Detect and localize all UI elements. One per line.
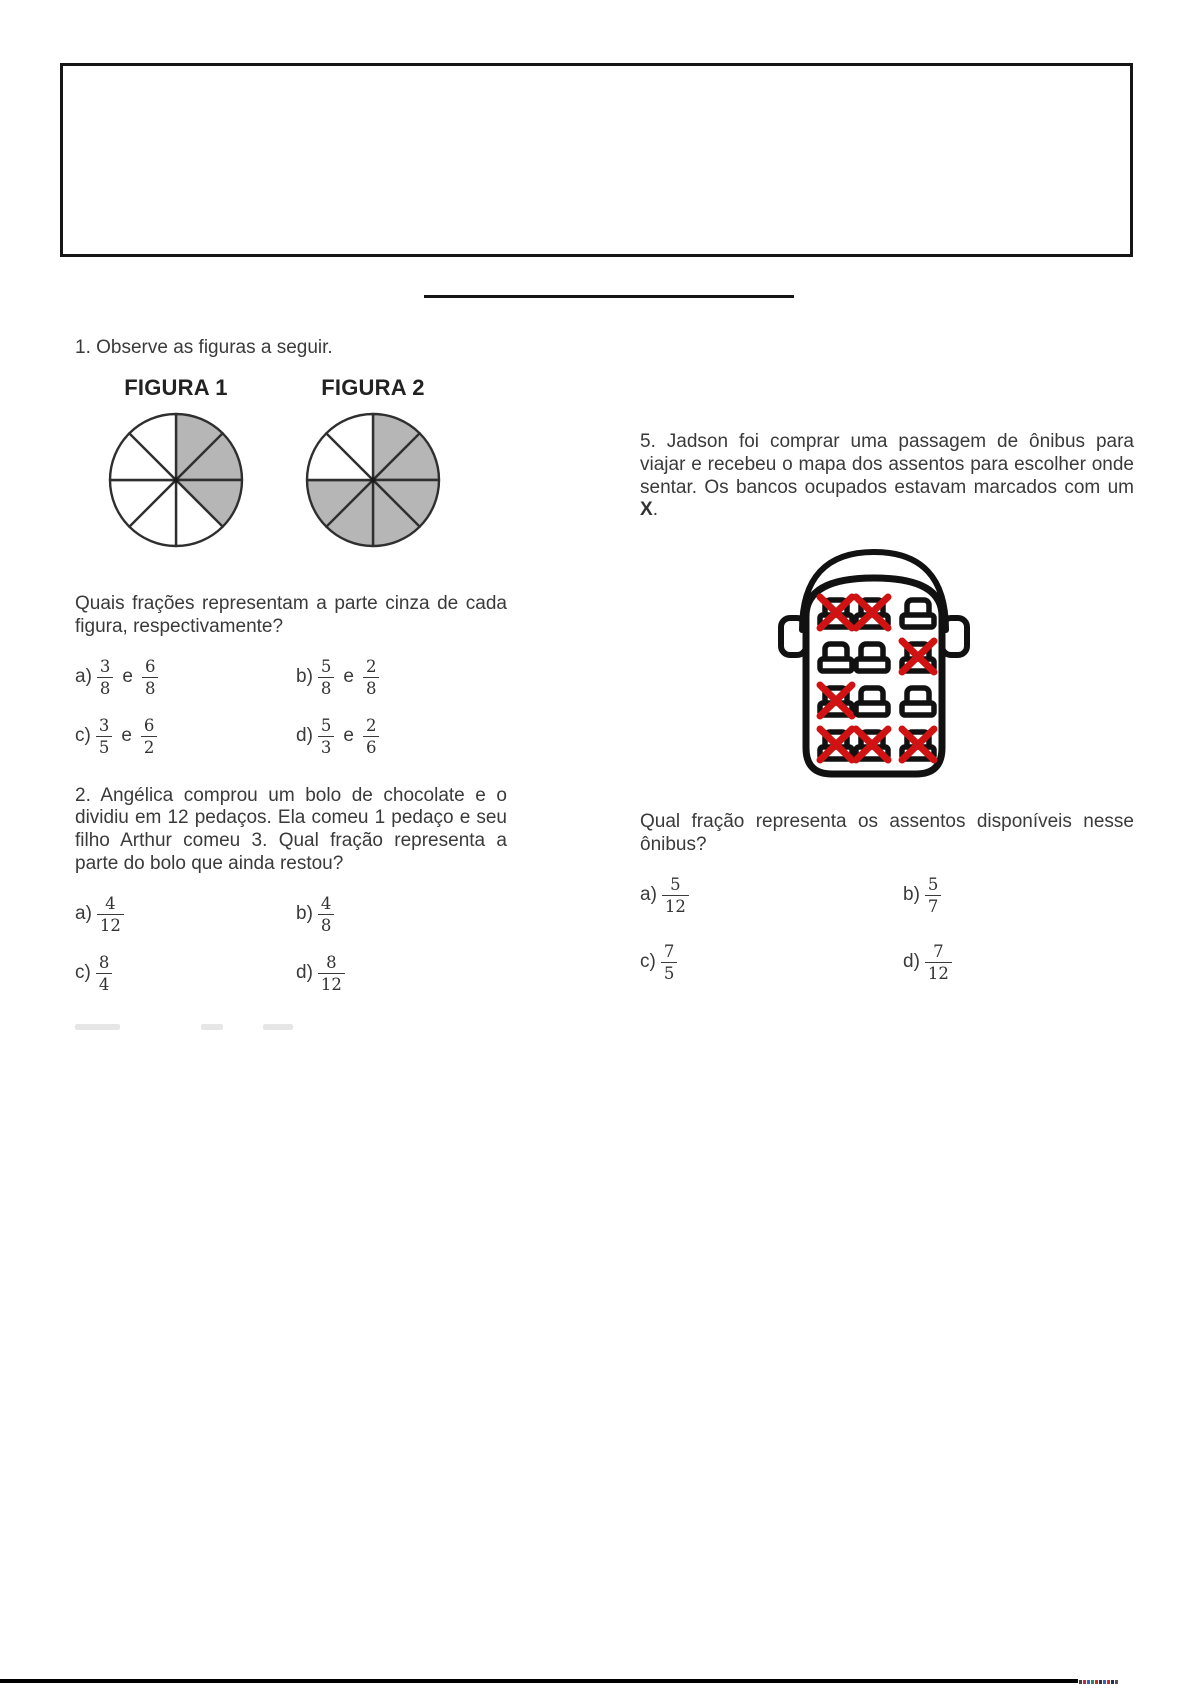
fraction-numerator: 5 (925, 875, 942, 896)
fraction-denominator: 12 (927, 963, 949, 983)
option-label: a) (75, 666, 92, 688)
answer-option (75, 716, 296, 757)
fraction-connector: e (121, 725, 132, 747)
question-1-intro: 1. Observe as figuras a seguir. (75, 337, 333, 358)
watermark-speck (1099, 1680, 1102, 1684)
option-label: b) (296, 666, 313, 688)
figure-2 (303, 375, 443, 549)
faded-print-artifact (75, 1024, 120, 1030)
option-label: d) (296, 962, 313, 984)
question-5-options (640, 875, 1134, 983)
option-label: b) (903, 884, 920, 906)
fraction-denominator: 5 (663, 963, 675, 983)
header-box (60, 63, 1133, 257)
question-2-options (75, 894, 507, 994)
option-label: c) (75, 725, 91, 747)
option-label: b) (296, 903, 313, 925)
fraction-numerator: 3 (96, 716, 113, 737)
seat-occupied (820, 685, 852, 716)
pie-center-dot (370, 477, 375, 482)
seat-available (856, 688, 888, 715)
fraction-numerator: 7 (661, 942, 678, 963)
faded-print-artifacts (75, 1024, 507, 1032)
option-label: c) (640, 951, 656, 973)
fraction-numerator: 4 (318, 894, 335, 915)
fraction-denominator: 8 (365, 678, 377, 698)
answer-option (75, 894, 296, 935)
fraction-numerator: 5 (662, 875, 689, 896)
watermark-speck (1079, 1680, 1082, 1684)
fraction-denominator: 3 (320, 737, 332, 757)
seat-occupied (856, 597, 888, 628)
faded-print-artifact (263, 1024, 293, 1030)
seat-base (820, 659, 852, 671)
pie-chart (304, 411, 442, 549)
fraction-denominator: 12 (664, 896, 686, 916)
fraction (97, 894, 124, 935)
question-1-text: Quais frações representam a parte cinza de cada figura, respectivamente? (75, 593, 507, 637)
pie-chart (107, 411, 245, 549)
title-blank-line (424, 295, 794, 298)
question-5-text-end: . (652, 499, 658, 521)
fraction (661, 942, 678, 983)
option-label: a) (640, 884, 657, 906)
seat-base (856, 659, 888, 671)
watermark-speck (1103, 1680, 1106, 1684)
question-5-text (640, 431, 1134, 522)
seat-occupied (902, 641, 934, 672)
fraction (318, 716, 335, 757)
fraction-numerator: 6 (142, 657, 159, 678)
fraction (96, 716, 113, 757)
seat-base (902, 703, 934, 715)
fraction-numerator: 6 (141, 716, 158, 737)
question-2-text: 2. Angélica comprou um bolo de chocolate e o dividiu em 12 pedaços. Ela comeu 1 pedaço e seu filho Arthur comeu 3. Qual fração representa a parte do bolo que ainda restou? (75, 784, 507, 874)
fraction-numerator: 8 (96, 953, 113, 974)
fraction (925, 875, 942, 916)
bus-top-view (778, 544, 970, 780)
answer-option (903, 942, 1134, 983)
watermark-speck (1091, 1680, 1094, 1684)
seat-available (902, 688, 934, 715)
pie-center-dot (173, 477, 178, 482)
right-column (640, 431, 1134, 983)
seat-available (902, 600, 934, 627)
seat-occupied (820, 597, 852, 628)
fraction-numerator: 3 (97, 657, 114, 678)
figures-row (106, 375, 507, 549)
watermark-speck (1107, 1680, 1110, 1684)
seat-base (902, 615, 934, 627)
question-5-text-start: 5. Jadson foi comprar uma passagem de ônibus para viajar e recebeu o mapa dos assentos para escolher onde sentar. Os bancos ocupados estavam marcados com um (640, 431, 1134, 498)
figure-2-pie (304, 411, 442, 549)
fraction (363, 716, 380, 757)
watermark-speck (1095, 1680, 1098, 1684)
question-1-options (75, 657, 507, 757)
answer-option (296, 657, 507, 698)
option-label: d) (296, 725, 313, 747)
figure-1-pie (107, 411, 245, 549)
fraction (318, 657, 335, 698)
watermark-speck (1087, 1680, 1090, 1684)
fraction (141, 716, 158, 757)
seat-occupied (902, 729, 934, 760)
fraction (318, 953, 345, 994)
seat-base (856, 703, 888, 715)
figure-1-label: FIGURA 1 (124, 375, 228, 400)
fraction (363, 657, 380, 698)
option-label: a) (75, 903, 92, 925)
watermark-speck (1115, 1680, 1118, 1684)
watermark-speck (1111, 1680, 1114, 1684)
fraction-connector: e (122, 666, 133, 688)
answer-option (640, 942, 903, 983)
fraction-numerator: 2 (363, 716, 380, 737)
seat-occupied (856, 729, 888, 760)
fraction-denominator: 7 (927, 896, 939, 916)
fraction-numerator: 8 (318, 953, 345, 974)
option-label: d) (903, 951, 920, 973)
fraction (318, 894, 335, 935)
watermark-speck (1083, 1680, 1086, 1684)
question-5-question: Qual fração representa os assentos disponíveis nesse ônibus? (640, 811, 1134, 855)
fraction-numerator: 2 (363, 657, 380, 678)
seat-available (856, 644, 888, 671)
seat-available (820, 644, 852, 671)
fraction-denominator: 8 (320, 915, 332, 935)
bus-seat-map (778, 544, 970, 785)
answer-option (296, 953, 507, 994)
fraction-denominator: 4 (98, 974, 110, 994)
fraction (925, 942, 952, 983)
fraction-denominator: 5 (98, 737, 110, 757)
figure-1 (106, 375, 246, 549)
fraction-denominator: 8 (320, 678, 332, 698)
answer-option (75, 953, 296, 994)
question-5-x-bold: X (640, 499, 653, 521)
option-label: c) (75, 962, 91, 984)
fraction-numerator: 5 (318, 716, 335, 737)
fraction-numerator: 5 (318, 657, 335, 678)
answer-option (296, 894, 507, 935)
page-bottom-bar (0, 1679, 1078, 1683)
fraction-numerator: 7 (925, 942, 952, 963)
fraction-denominator: 8 (144, 678, 156, 698)
figure-2-label: FIGURA 2 (321, 375, 425, 400)
answer-option (903, 875, 1134, 916)
seat-occupied (820, 729, 852, 760)
fraction-connector: e (343, 725, 354, 747)
fraction-denominator: 12 (320, 974, 342, 994)
fraction-connector: e (343, 666, 354, 688)
fraction-denominator: 6 (365, 737, 377, 757)
fraction-denominator: 12 (99, 915, 121, 935)
fraction-denominator: 2 (143, 737, 155, 757)
answer-option (640, 875, 903, 916)
fraction (96, 953, 113, 994)
faded-print-artifact (201, 1024, 223, 1030)
fraction (97, 657, 114, 698)
fraction (142, 657, 159, 698)
fraction-numerator: 4 (97, 894, 124, 915)
bottom-edge-watermark (1079, 1680, 1118, 1684)
fraction-denominator: 8 (99, 678, 111, 698)
fraction (662, 875, 689, 916)
answer-option (75, 657, 296, 698)
answer-option (296, 716, 507, 757)
left-column (75, 337, 507, 1032)
